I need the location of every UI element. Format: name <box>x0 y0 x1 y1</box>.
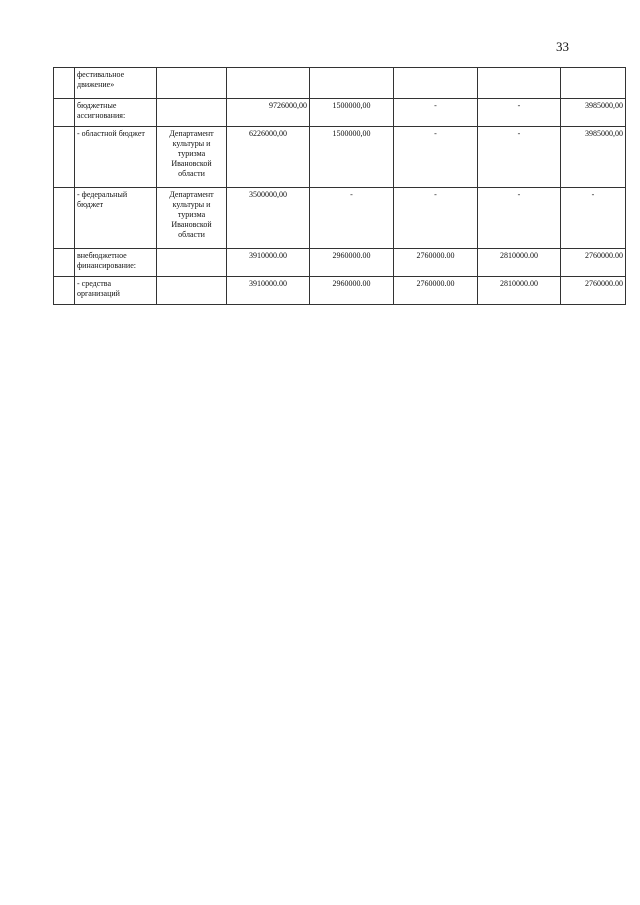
row-label: - областной бюджет <box>75 127 157 188</box>
owner-cell: Департамент культуры и туризма Ивановской области <box>157 127 227 188</box>
row-label: внебюджетное финансирование: <box>75 249 157 277</box>
row-label: бюджетные ассигнования: <box>75 99 157 127</box>
row-label: - средства организаций <box>75 277 157 305</box>
value-cell: - <box>310 188 394 249</box>
blank-cell <box>54 99 75 127</box>
value-cell: 1500000,00 <box>310 127 394 188</box>
owner-cell <box>157 277 227 305</box>
page-number: 33 <box>556 39 569 54</box>
value-cell: 1500000,00 <box>310 99 394 127</box>
value-cell: 2960000.00 <box>310 277 394 305</box>
table-row <box>54 249 626 277</box>
owner-cell <box>157 249 227 277</box>
table-row <box>54 188 626 249</box>
table-row <box>54 99 626 127</box>
budget-table <box>53 67 626 305</box>
value-cell: 2760000.00 <box>394 277 478 305</box>
blank-cell <box>54 68 75 99</box>
blank-cell <box>54 249 75 277</box>
row-label: - федеральный бюджет <box>75 188 157 249</box>
value-cell: - <box>478 188 561 249</box>
value-cell: 3910000.00 <box>227 277 310 305</box>
row-label: фестивальное движение» <box>75 68 157 99</box>
value-cell: - <box>561 188 626 249</box>
value-cell: - <box>394 188 478 249</box>
table-row <box>54 68 626 99</box>
value-cell: 6226000,00 <box>227 127 310 188</box>
value-cell: 2760000.00 <box>561 249 626 277</box>
value-cell: 3985000,00 <box>561 99 626 127</box>
owner-cell <box>157 99 227 127</box>
value-cell: - <box>478 127 561 188</box>
value-cell: - <box>394 127 478 188</box>
owner-cell: Департамент культуры и туризма Ивановской области <box>157 188 227 249</box>
value-cell: - <box>478 99 561 127</box>
value-cell: - <box>394 99 478 127</box>
blank-cell <box>54 188 75 249</box>
table-row <box>54 277 626 305</box>
value-cell: 3985000,00 <box>561 127 626 188</box>
value-cell: 3910000.00 <box>227 249 310 277</box>
value-cell: 3500000,00 <box>227 188 310 249</box>
value-cell: 2810000.00 <box>478 249 561 277</box>
value-cell: 2760000.00 <box>394 249 478 277</box>
value-cell <box>394 68 478 99</box>
blank-cell <box>54 277 75 305</box>
value-cell: 2760000.00 <box>561 277 626 305</box>
blank-cell <box>54 127 75 188</box>
value-cell: 2960000.00 <box>310 249 394 277</box>
value-cell: 2810000.00 <box>478 277 561 305</box>
value-cell <box>561 68 626 99</box>
value-cell <box>227 68 310 99</box>
owner-cell <box>157 68 227 99</box>
value-cell: 9726000,00 <box>227 99 310 127</box>
value-cell <box>478 68 561 99</box>
value-cell <box>310 68 394 99</box>
table-row <box>54 127 626 188</box>
